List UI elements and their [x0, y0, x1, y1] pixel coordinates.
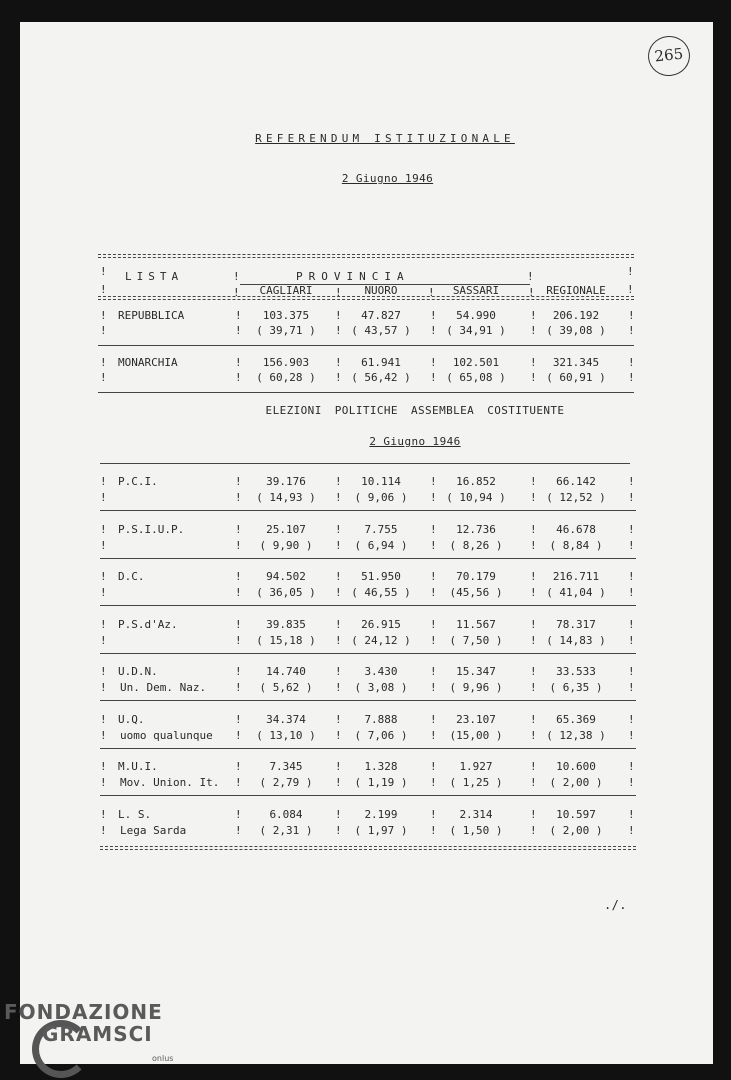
column-separator: ! [628, 324, 635, 337]
table-rule [98, 254, 634, 258]
column-separator: ! [430, 356, 437, 369]
column-separator: ! [530, 356, 537, 369]
party-label: P.S.d'Az. [118, 617, 178, 631]
column-separator: ! [335, 538, 342, 552]
value-cell: 1.328 [364, 760, 398, 773]
value-cell: 7.755 [364, 522, 398, 536]
percent-cell: ( 12,38 ) [546, 728, 606, 742]
value-cell: 39.176 [266, 475, 306, 488]
column-separator: ! [100, 371, 107, 384]
column-separator: ! [430, 776, 437, 789]
column-separator: ! [335, 570, 342, 583]
column-separator: ! [235, 633, 242, 647]
value-cell: 7.888 [364, 712, 398, 726]
percent-cell: ( 1,19 ) [354, 776, 408, 789]
column-separator: ! [100, 681, 107, 694]
value-cell: 1.927 [459, 760, 493, 773]
column-separator: ! [628, 475, 635, 488]
percent-cell: ( 12,52 ) [546, 491, 606, 504]
percent-cell: ( 7,06 ) [354, 728, 408, 742]
value-cell: 103.375 [262, 309, 310, 322]
section-subtitle: ELEZIONI POLITICHE ASSEMBLEA COSTITUENTE [265, 404, 565, 417]
column-separator: ! [628, 712, 635, 726]
column-separator: ! [430, 522, 437, 536]
percent-cell: ( 6,35 ) [549, 681, 603, 694]
value-cell: 54.990 [456, 309, 496, 322]
percent-cell: ( 34,91 ) [446, 324, 506, 337]
row-label: REPUBBLICA [118, 309, 185, 322]
percent-cell: ( 15,18 ) [256, 633, 316, 647]
party-label: P.C.I. [118, 475, 158, 488]
column-separator: ! [100, 728, 107, 742]
percent-cell: ( 9,06 ) [354, 491, 408, 504]
column-separator: ! [628, 665, 635, 678]
table-rule [100, 846, 636, 850]
value-cell: 65.369 [556, 712, 596, 726]
column-separator: ! [530, 807, 537, 821]
value-cell: 61.941 [361, 356, 401, 369]
column-separator: ! [100, 633, 107, 647]
party-sublabel: Lega Sarda [120, 823, 187, 837]
table-rule [100, 605, 636, 606]
column-separator: ! [430, 371, 437, 384]
column-separator: ! [430, 681, 437, 694]
column-separator: ! [628, 309, 635, 322]
column-separator: ! [100, 807, 107, 821]
value-cell: 33.533 [556, 665, 596, 678]
column-separator: ! [628, 570, 635, 583]
column-separator: ! [530, 760, 537, 773]
column-separator: ! [235, 681, 242, 694]
value-cell: 26.915 [361, 617, 401, 631]
column-separator: ! [530, 681, 537, 694]
value-cell: 66.142 [556, 475, 596, 488]
column-separator: ! [430, 712, 437, 726]
document-title: REFERENDUM ISTITUZIONALE [255, 132, 515, 145]
column-separator: ! [335, 728, 342, 742]
column-separator: ! [530, 324, 537, 337]
column-separator: ! [530, 309, 537, 322]
column-separator: ! [628, 522, 635, 536]
column-separator: ! [430, 807, 437, 821]
column-separator: ! [100, 324, 107, 337]
col-sassari: SASSARI [452, 284, 500, 297]
column-separator: ! [235, 538, 242, 552]
table-rule [100, 748, 636, 749]
percent-cell: ( 13,10 ) [256, 728, 316, 742]
percent-cell: (45,56 ) [449, 586, 503, 599]
watermark-line1: FONDAZIONE [4, 1000, 163, 1024]
column-separator: ! [335, 760, 342, 773]
percent-cell: (15,00 ) [449, 728, 503, 742]
table-rule [100, 558, 636, 559]
percent-cell: ( 2,00 ) [549, 776, 603, 789]
column-separator: ! [100, 823, 107, 837]
column-separator: ! [628, 586, 635, 599]
percent-cell: ( 39,08 ) [546, 324, 606, 337]
column-separator: ! [235, 728, 242, 742]
column-separator: ! [430, 633, 437, 647]
col-regionale: REGIONALE [546, 284, 606, 297]
party-label: L. S. [118, 807, 152, 821]
percent-cell: ( 43,57 ) [351, 324, 411, 337]
column-separator: ! [100, 475, 107, 488]
column-separator: ! [100, 665, 107, 678]
column-separator: ! [335, 324, 342, 337]
column-separator: ! [430, 617, 437, 631]
party-label: U.D.N. [118, 665, 158, 678]
column-separator: ! [628, 371, 635, 384]
percent-cell: ( 41,04 ) [546, 586, 606, 599]
column-separator: ! [530, 633, 537, 647]
column-separator: ! [335, 823, 342, 837]
column-separator: ! [335, 586, 342, 599]
table-rule [100, 653, 636, 654]
percent-cell: ( 60,28 ) [256, 371, 316, 384]
column-separator: ! [530, 665, 537, 678]
column-separator: ! [235, 522, 242, 536]
column-separator: ! [235, 807, 242, 821]
column-separator: ! [628, 728, 635, 742]
value-cell: 34.374 [266, 712, 306, 726]
value-cell: 10.597 [556, 807, 596, 821]
percent-cell: ( 14,93 ) [256, 491, 316, 504]
party-label: M.U.I. [118, 760, 158, 773]
column-separator: ! [335, 371, 342, 384]
value-cell: 16.852 [456, 475, 496, 488]
percent-cell: ( 5,62 ) [259, 681, 313, 694]
percent-cell: ( 6,94 ) [354, 538, 408, 552]
column-separator: ! [235, 570, 242, 583]
value-cell: 46.678 [556, 522, 596, 536]
percent-cell: ( 2,00 ) [549, 823, 603, 837]
column-separator: ! [235, 324, 242, 337]
column-separator: ! [335, 712, 342, 726]
watermark-line3: onlus [152, 1054, 174, 1063]
column-separator: ! [530, 570, 537, 583]
percent-cell: ( 56,42 ) [351, 371, 411, 384]
column-separator: ! [100, 491, 107, 504]
column-separator: ! [628, 776, 635, 789]
value-cell: 39.835 [266, 617, 306, 631]
party-sublabel: Un. Dem. Naz. [120, 681, 207, 694]
column-separator: ! [235, 665, 242, 678]
table-rule [100, 795, 636, 796]
percent-cell: ( 60,91 ) [546, 371, 606, 384]
column-separator: ! [530, 617, 537, 631]
value-cell: 3.430 [364, 665, 398, 678]
column-separator: ! [100, 570, 107, 583]
column-separator: ! [335, 522, 342, 536]
percent-cell: ( 9,96 ) [449, 681, 503, 694]
party-label: U.Q. [118, 712, 145, 726]
column-separator: ! [530, 538, 537, 552]
percent-cell: ( 7,50 ) [449, 633, 503, 647]
value-cell: 25.107 [266, 522, 306, 536]
column-separator: ! [430, 324, 437, 337]
column-separator: ! [100, 309, 107, 322]
percent-cell: ( 2,79 ) [259, 776, 313, 789]
percent-cell: ( 46,55 ) [351, 586, 411, 599]
column-separator: ! [430, 309, 437, 322]
column-separator: ! [100, 712, 107, 726]
value-cell: 10.600 [556, 760, 596, 773]
percent-cell: ( 1,50 ) [449, 823, 503, 837]
column-separator: ! [235, 776, 242, 789]
percent-cell: ( 2,31 ) [259, 823, 313, 837]
col-cagliari: CAGLIARI [259, 284, 313, 297]
column-separator: ! [335, 776, 342, 789]
column-separator: ! [430, 760, 437, 773]
column-separator: ! [430, 491, 437, 504]
column-separator: ! [235, 356, 242, 369]
percent-cell: ( 1,25 ) [449, 776, 503, 789]
table-rule [98, 392, 634, 393]
column-separator: ! [235, 712, 242, 726]
column-separator: ! [430, 728, 437, 742]
column-separator: ! [628, 538, 635, 552]
column-separator: ! [235, 617, 242, 631]
column-separator: ! [628, 491, 635, 504]
column-separator: ! [530, 522, 537, 536]
value-cell: 7.345 [269, 760, 303, 773]
column-separator: ! [235, 491, 242, 504]
column-separator: ! [235, 309, 242, 322]
value-cell: 6.084 [269, 807, 303, 821]
percent-cell: ( 36,05 ) [256, 586, 316, 599]
column-separator: ! [100, 776, 107, 789]
col-lista: LISTA [125, 270, 184, 283]
value-cell: 321.345 [552, 356, 600, 369]
column-separator: ! [628, 356, 635, 369]
column-separator: ! [335, 356, 342, 369]
percent-cell: ( 65,08 ) [446, 371, 506, 384]
table-rule [100, 463, 630, 464]
column-separator: ! [100, 617, 107, 631]
column-separator: ! [335, 309, 342, 322]
value-cell: 216.711 [552, 570, 600, 583]
column-separator: ! [628, 823, 635, 837]
column-separator: ! [430, 475, 437, 488]
column-separator: ! [335, 491, 342, 504]
value-cell: 102.501 [452, 356, 500, 369]
value-cell: 23.107 [456, 712, 496, 726]
column-separator: ! [628, 633, 635, 647]
column-separator: ! [335, 633, 342, 647]
column-separator: ! [100, 356, 107, 369]
column-separator: ! [430, 823, 437, 837]
table-rule [100, 700, 636, 701]
percent-cell: ( 3,08 ) [354, 681, 408, 694]
percent-cell: ( 8,84 ) [549, 538, 603, 552]
percent-cell: ( 9,90 ) [259, 538, 313, 552]
column-separator: ! [530, 728, 537, 742]
party-label: D.C. [118, 570, 145, 583]
continuation-mark: ./. [604, 898, 627, 912]
column-separator: ! [530, 712, 537, 726]
column-separator: ! [430, 665, 437, 678]
value-cell: 70.179 [456, 570, 496, 583]
column-separator: ! [628, 681, 635, 694]
column-separator: ! [100, 760, 107, 773]
column-separator: ! [628, 807, 635, 821]
percent-cell: ( 39,71 ) [256, 324, 316, 337]
column-separator: ! [335, 665, 342, 678]
party-label: P.S.I.U.P. [118, 522, 185, 536]
column-separator: ! [530, 371, 537, 384]
column-separator: ! [430, 570, 437, 583]
col-provincia: PROVINCIA [296, 270, 410, 283]
column-separator: ! [335, 681, 342, 694]
value-cell: 12.736 [456, 522, 496, 536]
value-cell: 78.317 [556, 617, 596, 631]
column-separator: ! [628, 617, 635, 631]
value-cell: 94.502 [266, 570, 306, 583]
percent-cell: ( 8,26 ) [449, 538, 503, 552]
percent-cell: ( 14,83 ) [546, 633, 606, 647]
party-sublabel: uomo qualunque [120, 728, 213, 742]
percent-cell: ( 1,97 ) [354, 823, 408, 837]
value-cell: 15.347 [456, 665, 496, 678]
value-cell: 51.950 [361, 570, 401, 583]
percent-cell: ( 24,12 ) [351, 633, 411, 647]
value-cell: 14.740 [266, 665, 306, 678]
column-separator: ! [235, 475, 242, 488]
value-cell: 156.903 [262, 356, 310, 369]
col-nuoro: NUORO [364, 284, 398, 297]
value-cell: 206.192 [552, 309, 600, 322]
value-cell: 2.199 [364, 807, 398, 821]
row-label: MONARCHIA [118, 356, 178, 369]
value-cell: 10.114 [361, 475, 401, 488]
column-separator: ! [235, 760, 242, 773]
column-separator: ! [235, 371, 242, 384]
column-separator: ! [235, 586, 242, 599]
table-rule [98, 345, 634, 346]
party-sublabel: Mov. Union. It. [120, 776, 220, 789]
section-subtitle-date: 2 Giugno 1946 [369, 435, 461, 448]
watermark-line2: GRAMSCI [42, 1022, 153, 1046]
column-separator: ! [530, 475, 537, 488]
page-number-stamp: 265 [646, 34, 692, 78]
column-separator: ! [335, 475, 342, 488]
column-separator: ! [235, 823, 242, 837]
value-cell: 2.314 [459, 807, 493, 821]
column-separator: ! [530, 586, 537, 599]
column-separator: ! [335, 807, 342, 821]
column-separator: ! [100, 586, 107, 599]
value-cell: 11.567 [456, 617, 496, 631]
column-separator: ! [430, 538, 437, 552]
column-separator: ! [530, 823, 537, 837]
column-separator: ! [628, 760, 635, 773]
percent-cell: ( 10,94 ) [446, 491, 506, 504]
document-date: 2 Giugno 1946 [341, 172, 434, 185]
table-rule [100, 510, 636, 511]
column-separator: ! [100, 538, 107, 552]
column-separator: ! [100, 522, 107, 536]
column-separator: ! [530, 491, 537, 504]
column-separator: ! [335, 617, 342, 631]
value-cell: 47.827 [361, 309, 401, 322]
column-separator: ! [530, 776, 537, 789]
column-separator: ! [430, 586, 437, 599]
